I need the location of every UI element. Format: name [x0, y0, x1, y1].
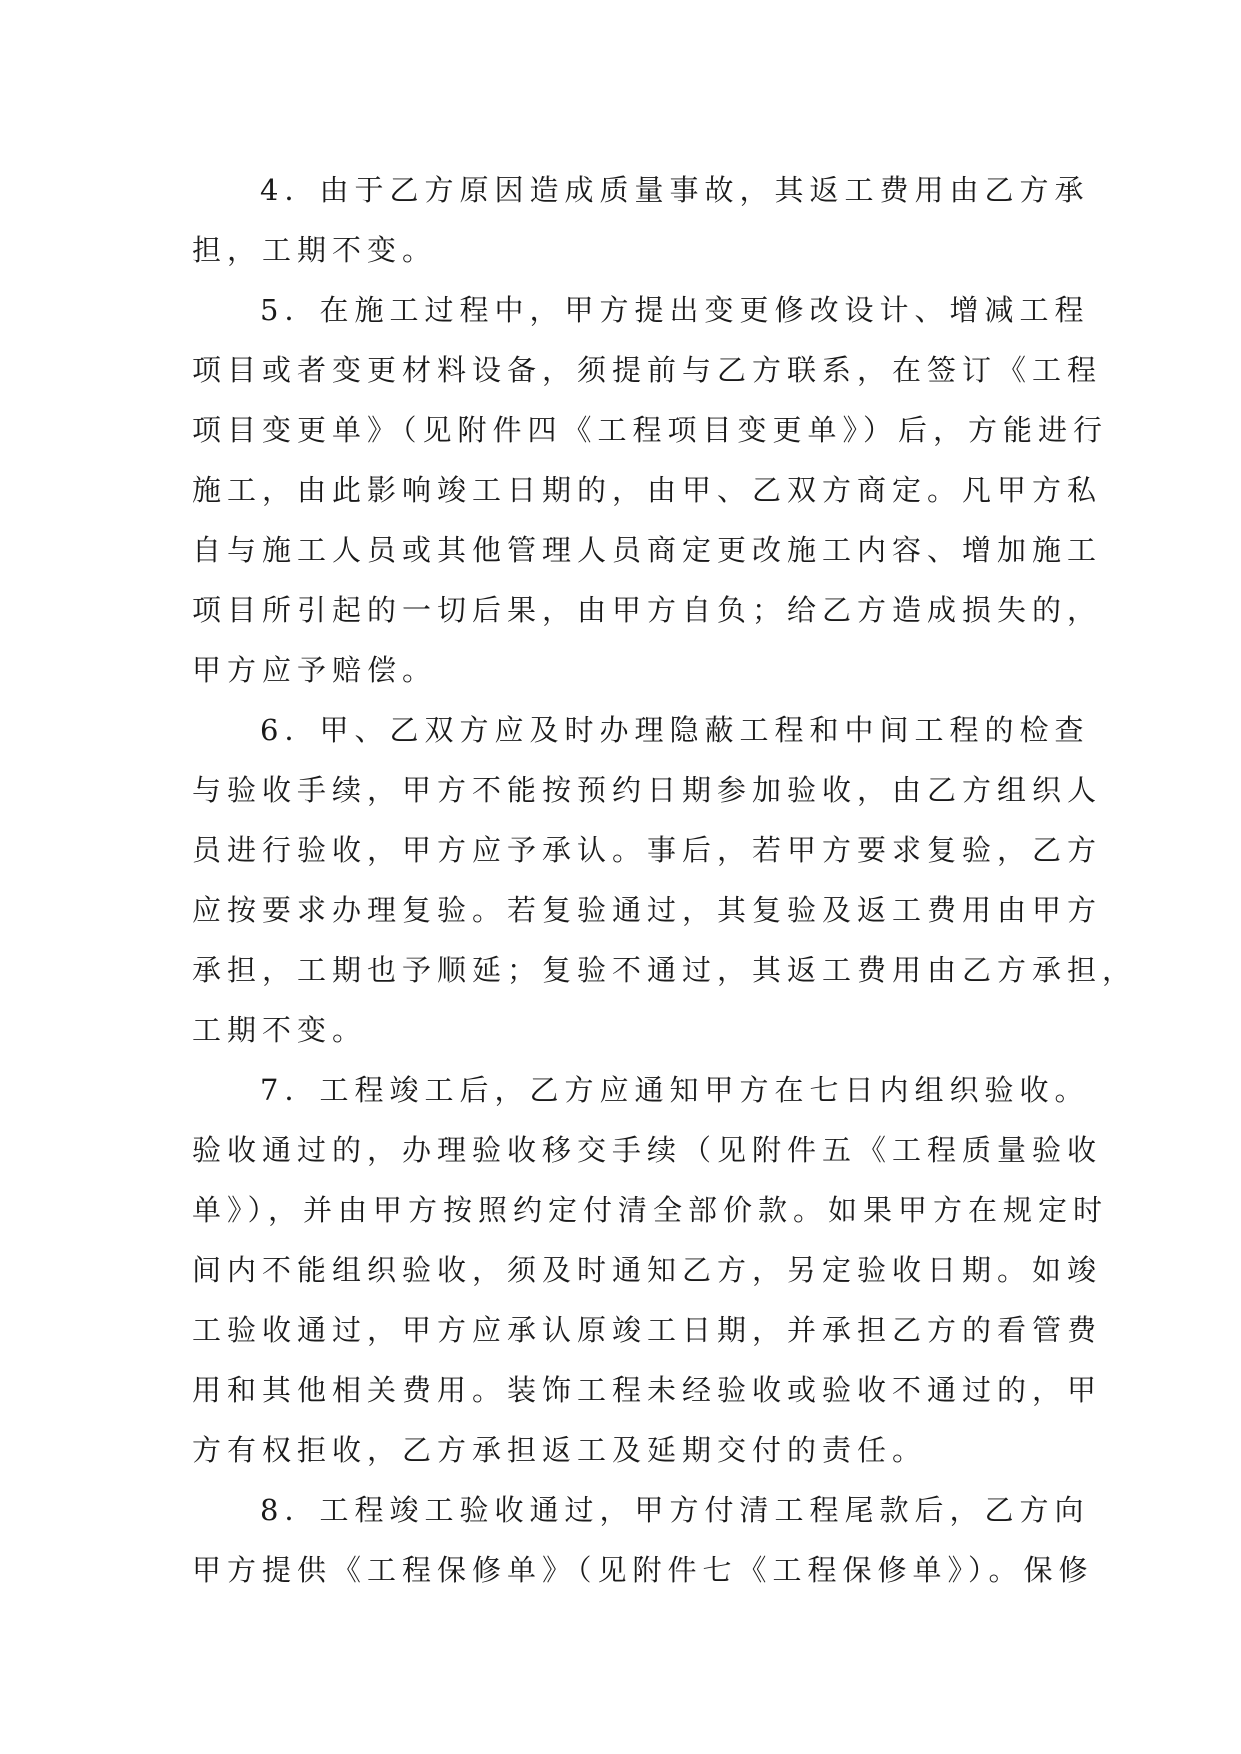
clause-6-line-5: 承担，工期也予顺延；复验不通过，其返工费用由乙方承担，	[192, 953, 1138, 987]
clause-5-line-2: 项目或者变更材料设备，须提前与乙方联系，在签订《工程	[192, 353, 1103, 387]
clause-8-line-2: 甲方提供《工程保修单》（见附件七《工程保修单》）。保修	[192, 1553, 1094, 1587]
clause-6-line-3: 员进行验收，甲方应予承认。事后，若甲方要求复验，乙方	[192, 833, 1103, 867]
clause-4-line-2: 担，工期不变。	[192, 233, 438, 267]
clause-5-line-3: 项目变更单》（见附件四《工程项目变更单》）后，方能进行	[192, 413, 1109, 447]
contract-text	[192, 160, 1138, 1600]
clause-5-line-1: 5．在施工过程中，甲方提出变更修改设计、增减工程	[260, 293, 1090, 327]
clause-7-line-7: 方有权拒收，乙方承担返工及延期交付的责任。	[192, 1433, 928, 1467]
clause-4-line-1: 4．由于乙方原因造成质量事故，其返工费用由乙方承	[260, 173, 1090, 207]
clause-6-line-2: 与验收手续，甲方不能按预约日期参加验收，由乙方组织人	[192, 773, 1103, 807]
clause-6-line-1: 6．甲、乙双方应及时办理隐蔽工程和中间工程的检查	[260, 713, 1090, 747]
clause-5-line-7: 甲方应予赔偿。	[192, 653, 438, 687]
clause-7-line-5: 工验收通过，甲方应承认原竣工日期，并承担乙方的看管费	[192, 1313, 1103, 1347]
clause-7-line-4: 间内不能组织验收，须及时通知乙方，另定验收日期。如竣	[192, 1253, 1103, 1287]
clause-6-line-4: 应按要求办理复验。若复验通过，其复验及返工费用由甲方	[192, 893, 1103, 927]
clause-8-line-1: 8．工程竣工验收通过，甲方付清工程尾款后，乙方向	[260, 1493, 1090, 1527]
clause-7-line-2: 验收通过的，办理验收移交手续（见附件五《工程质量验收	[192, 1133, 1103, 1167]
clause-7-line-3: 单》），并由甲方按照约定付清全部价款。如果甲方在规定时	[192, 1193, 1109, 1227]
clause-6-line-6: 工期不变。	[192, 1013, 368, 1047]
clause-7-line-1: 7．工程竣工后，乙方应通知甲方在七日内组织验收。	[260, 1073, 1090, 1107]
clause-5-line-5: 自与施工人员或其他管理人员商定更改施工内容、增加施工	[192, 533, 1103, 567]
clause-5-line-6: 项目所引起的一切后果，由甲方自负；给乙方造成损失的，	[192, 593, 1103, 627]
clause-7-line-6: 用和其他相关费用。装饰工程未经验收或验收不通过的，甲	[192, 1373, 1103, 1407]
clause-5-line-4: 施工，由此影响竣工日期的，由甲、乙双方商定。凡甲方私	[192, 473, 1103, 507]
